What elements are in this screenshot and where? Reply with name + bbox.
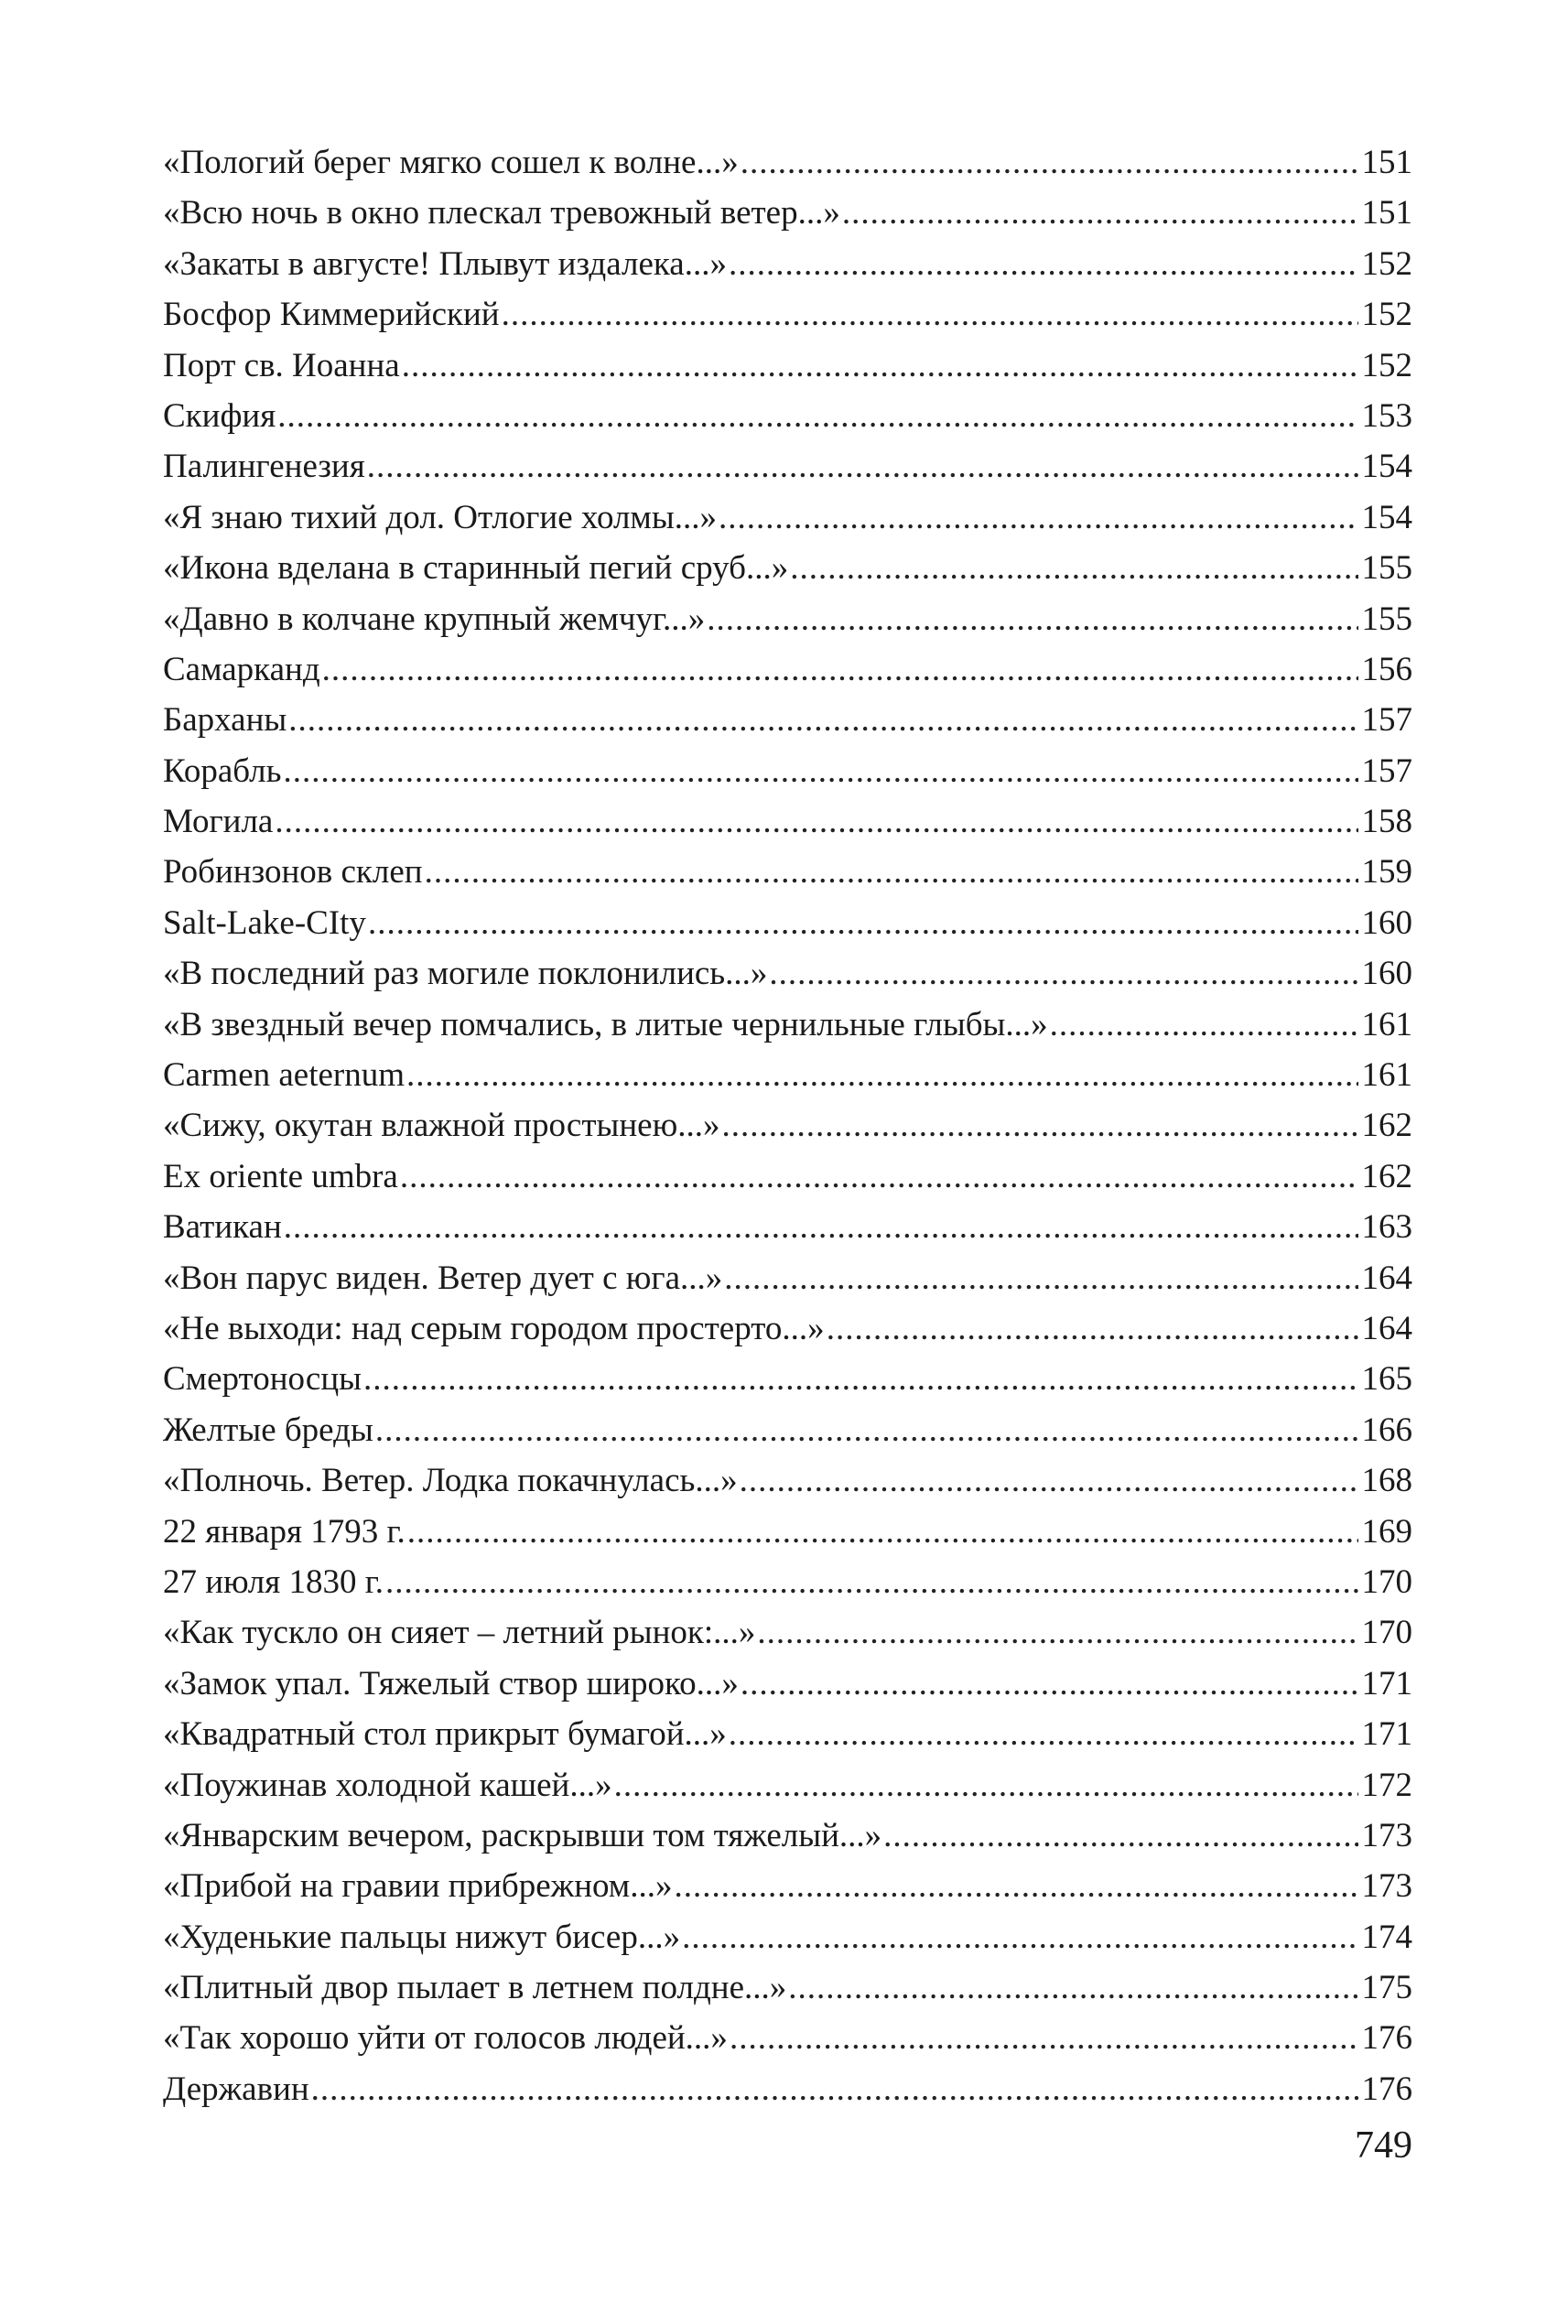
dot-leader: [827, 1303, 1358, 1354]
toc-entry[interactable]: [163, 239, 1412, 289]
dot-leader: [1050, 1000, 1358, 1050]
toc-entry[interactable]: [163, 137, 1412, 188]
dot-leader: [724, 1253, 1357, 1303]
toc-entry-page: 176: [1361, 2019, 1412, 2058]
toc-entry[interactable]: [163, 1607, 1412, 1658]
dot-leader: [284, 746, 1358, 796]
toc-entry-page: 165: [1361, 1360, 1412, 1399]
toc-entry-title: «Прибой на гравии прибрежном...»: [163, 1867, 673, 1906]
toc-entry-page: 151: [1361, 194, 1412, 232]
toc-entry-page: 155: [1361, 549, 1412, 588]
toc-entry-title: Самарканд: [163, 650, 320, 688]
toc-entry-page: 166: [1361, 1411, 1412, 1449]
toc-entry[interactable]: [163, 1659, 1412, 1709]
dot-leader: [757, 1607, 1357, 1658]
dot-leader: [277, 391, 1357, 441]
dot-leader: [842, 188, 1358, 238]
toc-entry-title: Порт св. Иоанна: [163, 346, 400, 384]
toc-entry-page: 175: [1361, 1969, 1412, 2007]
toc-entry[interactable]: [163, 847, 1412, 897]
toc-entry-page: 162: [1361, 1107, 1412, 1145]
dot-leader: [402, 340, 1358, 391]
toc-entry[interactable]: [163, 391, 1412, 441]
toc-entry-title: Ватикан: [163, 1208, 282, 1247]
toc-entry-title: «Икона вделана в старинный пегий сруб...»: [163, 549, 789, 588]
toc-entry-page: 153: [1361, 396, 1412, 435]
toc-entry-title: «Закаты в августе! Плывут издалека...»: [163, 244, 727, 283]
toc-entry-title: Корабль: [163, 751, 282, 790]
toc-entry[interactable]: [163, 746, 1412, 796]
dot-leader: [741, 1659, 1358, 1709]
toc-entry[interactable]: [163, 1405, 1412, 1455]
toc-entry-page: 169: [1361, 1512, 1412, 1551]
toc-entry-page: 162: [1361, 1157, 1412, 1195]
toc-entry-title: «Сижу, окутан влажной простынею...»: [163, 1107, 720, 1145]
dot-leader: [788, 1962, 1357, 2013]
toc-entry[interactable]: [163, 1253, 1412, 1303]
dot-leader: [288, 695, 1357, 745]
toc-entry-title: Барханы: [163, 701, 287, 740]
dot-leader: [719, 492, 1358, 543]
dot-leader: [883, 1811, 1357, 1861]
toc-entry-page: 171: [1361, 1664, 1412, 1702]
toc-entry[interactable]: [163, 188, 1412, 238]
dot-leader: [790, 543, 1357, 593]
toc-entry[interactable]: [163, 543, 1412, 593]
toc-entry[interactable]: [163, 1000, 1412, 1050]
toc-entry-page: 152: [1361, 296, 1412, 334]
dot-leader: [682, 1912, 1357, 1962]
dot-leader: [730, 2013, 1358, 2063]
dot-leader: [614, 1760, 1358, 1811]
toc-entry[interactable]: [163, 1202, 1412, 1252]
dot-leader: [741, 137, 1358, 188]
toc-entry-page: 163: [1361, 1208, 1412, 1247]
toc-entry-title: Ex oriente umbra: [163, 1157, 398, 1195]
toc-entry-title: «Так хорошо уйти от голосов людей...»: [163, 2019, 728, 2058]
toc-entry-title: «Плитный двор пылает в летнем полдне...»: [163, 1969, 787, 2007]
dot-leader: [707, 594, 1357, 644]
toc-entry-title: 27 июля 1830 г.: [163, 1562, 384, 1601]
toc-entry[interactable]: [163, 796, 1412, 847]
dot-leader: [407, 1507, 1358, 1557]
toc-entry[interactable]: [163, 1912, 1412, 1962]
toc-entry[interactable]: [163, 492, 1412, 543]
toc-entry-title: «Не выходи: над серым городом простерто...»: [163, 1309, 825, 1347]
dot-leader: [674, 1861, 1357, 1911]
dot-leader: [425, 847, 1358, 897]
toc-entry-title: Скифия: [163, 396, 276, 435]
toc-entry[interactable]: [163, 898, 1412, 948]
dot-leader: [740, 1455, 1358, 1506]
toc-entry-title: «Вон парус виден. Ветер дует с юга...»: [163, 1259, 723, 1297]
toc-entry-title: «В звездный вечер помчались, в литые чернильные глыбы...»: [163, 1005, 1048, 1043]
dot-leader: [275, 796, 1357, 847]
toc-entry[interactable]: [163, 695, 1412, 745]
toc-entry[interactable]: [163, 1100, 1412, 1151]
dot-leader: [729, 1709, 1358, 1759]
toc-entry-page: 164: [1361, 1259, 1412, 1297]
toc-entry-page: 173: [1361, 1867, 1412, 1906]
dot-leader: [284, 1202, 1358, 1252]
toc-entry-page: 159: [1361, 853, 1412, 892]
dot-leader: [363, 1354, 1357, 1404]
toc-entry-page: 160: [1361, 955, 1412, 993]
toc-entry-title: «Всю ночь в окно плескал тревожный ветер...»: [163, 194, 840, 232]
toc-entry-page: 168: [1361, 1462, 1412, 1500]
toc-entry[interactable]: [163, 1455, 1412, 1506]
toc-entry[interactable]: [163, 1709, 1412, 1759]
toc-entry[interactable]: [163, 1557, 1412, 1607]
dot-leader: [367, 441, 1358, 492]
toc-entry-title: «Квадратный стол прикрыт бумагой...»: [163, 1715, 727, 1754]
dot-leader: [385, 1557, 1357, 1607]
toc-entry-title: Робинзонов склеп: [163, 853, 423, 892]
toc-entry-title: «Худенькие пальцы нижут бисер...»: [163, 1918, 681, 1956]
dot-leader: [502, 289, 1358, 340]
toc-entry-page: 172: [1361, 1766, 1412, 1804]
toc-entry-page: 174: [1361, 1918, 1412, 1956]
dot-leader: [721, 1100, 1357, 1151]
toc-entry-page: 157: [1361, 751, 1412, 790]
toc-entry-title: «Как тускло он сияет – летний рынок:...»: [163, 1614, 756, 1652]
toc-entry-page: 157: [1361, 701, 1412, 740]
toc-entry[interactable]: [163, 1354, 1412, 1404]
dot-leader: [322, 644, 1358, 695]
toc-entry-page: 151: [1361, 144, 1412, 181]
toc-entry-page: 173: [1361, 1816, 1412, 1854]
toc-entry[interactable]: [163, 1303, 1412, 1354]
toc-entry[interactable]: [163, 1507, 1412, 1557]
toc-entry-title: «Я знаю тихий дол. Отлогие холмы...»: [163, 498, 717, 536]
toc-entry-title: «Замок упал. Тяжелый створ широко...»: [163, 1664, 739, 1702]
dot-leader: [311, 2064, 1358, 2114]
toc-entry[interactable]: [163, 1861, 1412, 1911]
toc-entry[interactable]: [163, 948, 1412, 999]
toc-entry-page: 170: [1361, 1562, 1412, 1601]
toc-entry[interactable]: [163, 340, 1412, 391]
toc-entry[interactable]: [163, 1811, 1412, 1861]
toc-entry-page: 160: [1361, 903, 1412, 942]
toc-entry[interactable]: [163, 289, 1412, 340]
page-number: 749: [1355, 2124, 1412, 2167]
toc-entry[interactable]: [163, 441, 1412, 492]
toc-entry-title: Державин: [163, 2070, 309, 2108]
toc-entry-page: 171: [1361, 1715, 1412, 1754]
toc-entry-page: 156: [1361, 650, 1412, 688]
dot-leader: [406, 1050, 1357, 1100]
toc-entry-title: «Давно в колчане крупный жемчуг...»: [163, 600, 706, 638]
dot-leader: [400, 1151, 1358, 1202]
toc-entry-title: «Январским вечером, раскрывши том тяжелый...»: [163, 1816, 882, 1854]
toc-entry-title: 22 января 1793 г.: [163, 1512, 406, 1551]
toc-entry-title: «Полночь. Ветер. Лодка покачнулась...»: [163, 1462, 738, 1500]
toc-entry-title: Желтые бреды: [163, 1411, 373, 1449]
toc-entry-page: 170: [1361, 1614, 1412, 1652]
toc-entry[interactable]: [163, 1050, 1412, 1100]
toc-entry-page: 161: [1361, 1005, 1412, 1043]
toc-entry[interactable]: [163, 644, 1412, 695]
toc-entry-title: «Поужинав холодной кашей...»: [163, 1766, 612, 1804]
toc-entry-title: Salt-Lake-CIty: [163, 903, 366, 942]
toc-entry-page: 152: [1361, 346, 1412, 384]
toc-entry[interactable]: [163, 1760, 1412, 1811]
dot-leader: [769, 948, 1357, 999]
toc-entry-title: Могила: [163, 803, 274, 841]
dot-leader: [729, 239, 1358, 289]
toc-entry-page: 154: [1361, 498, 1412, 536]
toc-entry-title: Carmen aeternum: [163, 1056, 406, 1095]
toc-entry-page: 155: [1361, 600, 1412, 638]
toc-entry-title: «Пологий берег мягко сошел к волне...»: [163, 144, 739, 181]
toc-entry-title: Босфор Киммерийский: [163, 296, 500, 334]
dot-leader: [375, 1405, 1358, 1455]
dot-leader: [368, 898, 1358, 948]
toc-entry-title: «В последний раз могиле поклонились...»: [163, 955, 768, 993]
toc-entry-page: 161: [1361, 1056, 1412, 1095]
toc-entry-title: Смертоносцы: [163, 1360, 362, 1399]
table-of-contents: [163, 137, 1412, 2114]
toc-entry[interactable]: [163, 594, 1412, 644]
toc-entry[interactable]: [163, 2013, 1412, 2063]
toc-entry-page: 152: [1361, 244, 1412, 283]
toc-entry-page: 176: [1361, 2070, 1412, 2108]
toc-entry[interactable]: [163, 1151, 1412, 1202]
toc-entry-page: 164: [1361, 1309, 1412, 1347]
toc-entry-page: 158: [1361, 803, 1412, 841]
toc-entry-title: Палингенезия: [163, 448, 365, 486]
toc-entry[interactable]: [163, 1962, 1412, 2013]
toc-entry-page: 154: [1361, 448, 1412, 486]
toc-entry[interactable]: [163, 2064, 1412, 2114]
